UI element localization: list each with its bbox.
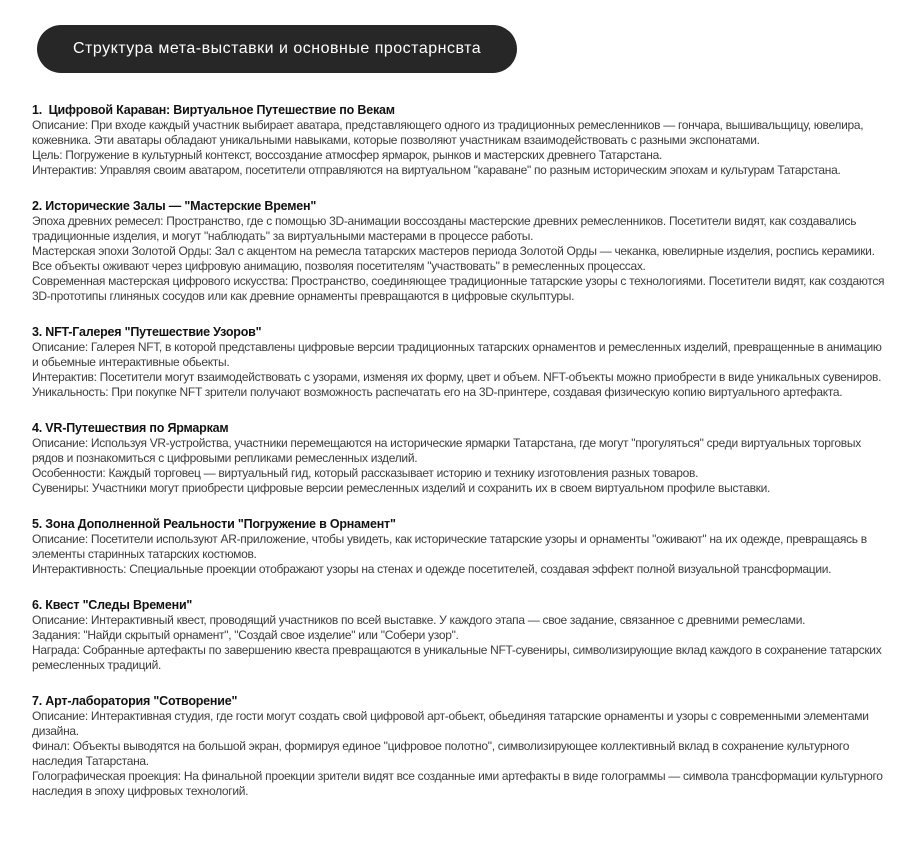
- section-heading: 3. NFT-Галерея "Путешествие Узоров": [32, 325, 262, 339]
- section-ar-zone: [32, 517, 890, 577]
- section-heading: 1. Цифровой Караван: Виртуальное Путешествие по Векам: [32, 103, 395, 117]
- section-paragraph: Интерактив: Посетители могут взаимодействовать с узорами, изменяя их форму, цвет и объем. NFT-объекты можно приобрести в виде уникальных сувениров.: [32, 370, 882, 384]
- section-paragraph: Сувениры: Участники могут приобрести цифровые версии ремесленных изделий и сохранить их в своем виртуальном профиле выставки.: [32, 481, 771, 495]
- section-paragraph: Финал: Объекты выводятся на большой экран, формируя единое "цифровое полотно", символизирующее коллективный вклад в сохранение культурного наследия Татарстана.: [32, 739, 850, 768]
- page-title: Структура мета-выставки и основные простарнсвта: [73, 40, 482, 57]
- section-heading: 2. Исторические Залы — "Мастерские Времен": [32, 199, 317, 213]
- document-content: [32, 103, 890, 799]
- section-paragraph: Эпоха древних ремесел: Пространство, где с помощью 3D-анимации воссозданы мастерские древних ремесленников. Посетители видят, как создавались традиционные изделия, и могут "наблюдать" за виртуальными мастерами в процессе работы.: [32, 214, 857, 243]
- section-paragraph: Описание: Интерактивная студия, где гости могут создать свой цифровой арт-обьект, обьединяя татарские орнаменты и узоры с современными элементами дизайна.: [32, 709, 869, 738]
- section-paragraph: Описание: Галерея NFT, в которой представлены цифровые версии традиционных татарских орнаментов и ремесленных изделий, превращенные в анимацию и обьемные интерактивные обьекты.: [32, 340, 882, 369]
- section-heading: 4. VR-Путешествия по Ярмаркам: [32, 421, 229, 435]
- section-paragraph: Описание: Посетители используют AR-приложение, чтобы увидеть, как исторические татарские узоры и орнаменты "оживают" на их одежде, превращаясь в элементы старинных татарских костюмов.: [32, 532, 867, 561]
- section-paragraph: Описание: Используя VR-устройства, участники перемещаются на исторические ярмарки Татарстана, где могут "прогуляться" среди виртуальных торговых рядов и познакомиться с цифровыми репликами ремесленных изделий.: [32, 436, 861, 465]
- section-paragraph: Уникальность: При покупке NFT зрители получают возможность распечатать его на 3D-принтере, создавая физическую копию виртуального артефакта.: [32, 385, 843, 399]
- section-paragraph: Задания: "Найди скрытый орнамент", "Создай свое изделие" или "Собери узор".: [32, 628, 459, 642]
- section-paragraph: Цель: Погружение в культурный контекст, воссоздание атмосфер ярмарок, рынков и мастерских древнего Татарстана.: [32, 148, 662, 162]
- section-vr-fairs: [32, 421, 890, 496]
- section-heading: 6. Квест "Следы Времени": [32, 598, 193, 612]
- section-nft-gallery: [32, 325, 890, 400]
- title-badge: [37, 25, 517, 73]
- section-digital-caravan: [32, 103, 890, 178]
- section-paragraph: Описание: При входе каждый участник выбирает аватара, представляющего одного из традиционных ремесленников — гончара, вышивальщицу, ювелира, кожевника. Эти аватары обладают уникальными навыками, которые позволяют участникам взаимодействовать с разными экспонатами.: [32, 118, 864, 147]
- section-paragraph: Особенности: Каждый торговец — виртуальный гид, который рассказывает историю и технику изготовления разных товаров.: [32, 466, 699, 480]
- section-heading: 5. Зона Дополненной Реальности "Погружение в Орнамент": [32, 517, 396, 531]
- section-art-lab: [32, 694, 890, 799]
- section-paragraph: Голографическая проекция: На финальной проекции зрители видят все созданные ими артефакты в виде голограммы — символа трансформации культурного наследия в эпоху цифровых технологий.: [32, 769, 883, 798]
- section-paragraph: Интерактив: Управляя своим аватаром, посетители отправляются на виртуальном "караване" по разным историческим эпохам и культурам Татарстана.: [32, 163, 841, 177]
- section-paragraph: Интерактивность: Специальные проекции отображают узоры на стенах и одежде посетителей, создавая эффект полной визуальной трансформации.: [32, 562, 832, 576]
- section-paragraph: Награда: Собранные артефакты по завершению квеста превращаются в уникальные NFT-сувениры, символизирующие вклад каждого в сохранение татарских ремесленных традиций.: [32, 643, 882, 672]
- section-quest: [32, 598, 890, 673]
- section-paragraph: Мастерская эпохи Золотой Орды: Зал с акцентом на ремесла татарских мастеров периода Золотой Орды — чеканка, ювелирные изделия, роспись керамики. Все объекты оживают через цифровую анимацию, позволяя посетителям "участвовать" в ремесленных процессах.: [32, 244, 875, 273]
- section-heading: 7. Арт-лаборатория "Сотворение": [32, 694, 238, 708]
- section-historic-halls: [32, 199, 890, 304]
- section-paragraph: Современная мастерская цифрового искусства: Пространство, соединяющее традиционные татарские узоры с технологиями. Посетители видят, как создаются 3D-прототипы глиняных сосудов или как древние орнаменты превращаются в цифровые скульптуры.: [32, 274, 885, 303]
- section-paragraph: Описание: Интерактивный квест, проводящий участников по всей выставке. У каждого этапа — свое задание, связанное с древними ремеслами.: [32, 613, 806, 627]
